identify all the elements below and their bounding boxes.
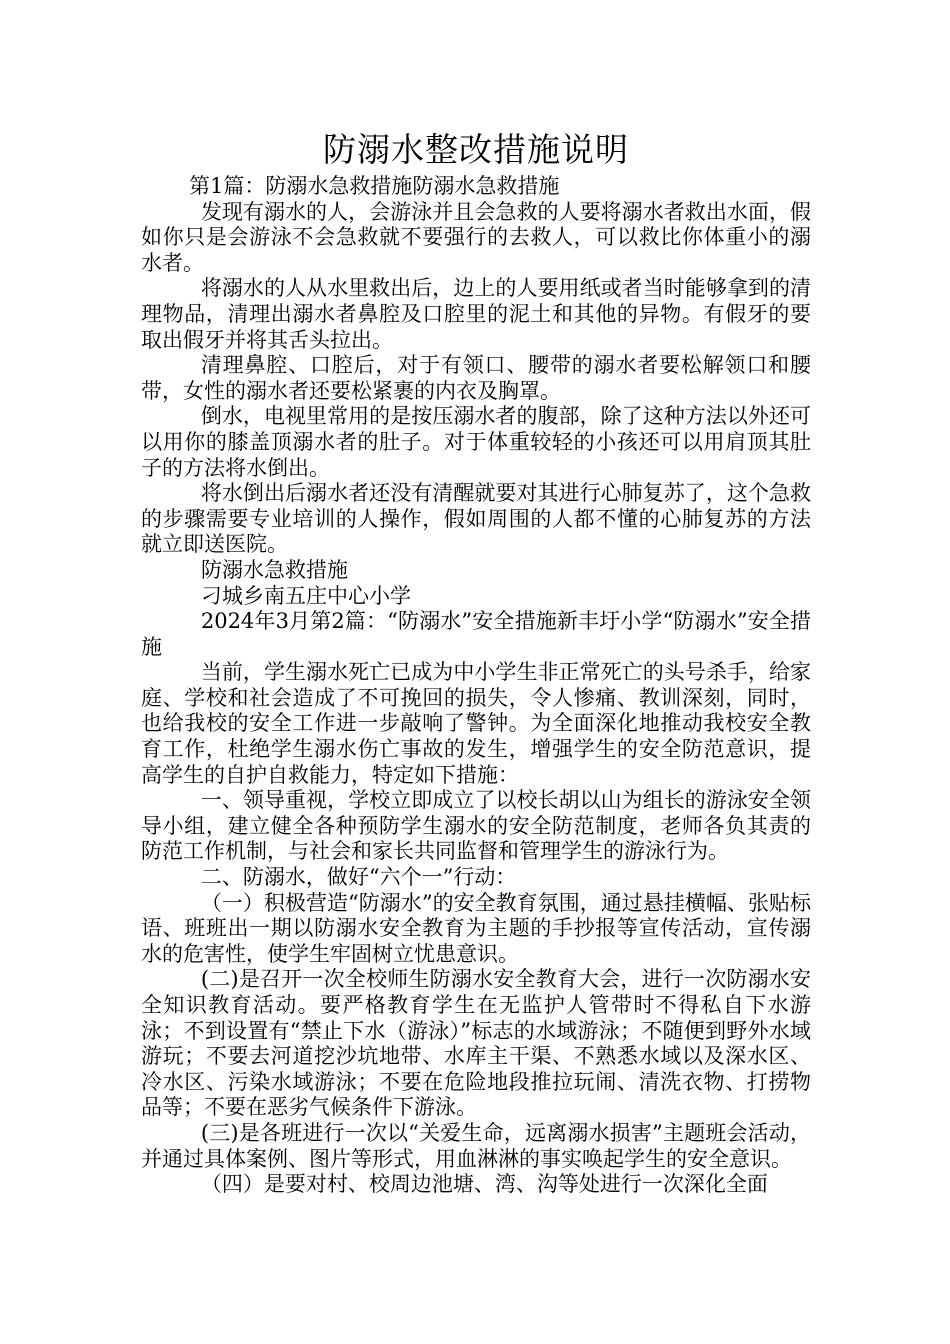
document-title: 防溺水整改措施说明 bbox=[323, 130, 629, 169]
paragraph: 清理鼻腔、口腔后，对于有领口、腰带的溺水者要松解领口和腰带，女性的溺水者还要松紧裹的内衣及胸罩。 bbox=[141, 353, 811, 403]
paragraph: 二、防溺水，做好“六个一”行动： bbox=[200, 865, 517, 890]
paragraph: (二)是召开一次全校师生防溺水安全教育大会，进行一次防溺水安全知识教育活动。要严格教育学生在无监护人管带时不得私自下水游泳；不到设置有“禁止下水（游泳）”标志的水域游泳；不随便到野外水域游玩；不要去河道挖沙坑地带、水库主干渠、不熟悉水域以及深水区、冷水区、污染水域游泳；不要在危险地段推拉玩闹、清洗衣物、打捞物品等；不要在恶劣气候条件下游泳。 bbox=[141, 967, 811, 1120]
paragraph: （四）是要对村、校周边池塘、湾、沟等处进行一次深化全面 bbox=[200, 1172, 768, 1197]
signature-title: 防溺水急救措施 bbox=[201, 557, 348, 582]
paragraph: 当前，学生溺水死亡已成为中小学生非正常死亡的头号杀手，给家庭、学校和社会造成了不可挽回的损失，令人惨痛、教训深刻，同时，也给我校的安全工作进一步敲响了警钟。为全面深化地推动我校安全教育工作，杜绝学生溺水伤亡事故的发生，增强学生的安全防范意识，提高学生的自护自救能力，特定如下措施： bbox=[141, 660, 811, 787]
paragraph: 倒水，电视里常用的是按压溺水者的腹部，除了这种方法以外还可以用你的膝盖顶溺水者的肚子。对于体重较轻的小孩还可以用肩顶其肚子的方法将水倒出。 bbox=[141, 404, 811, 480]
paragraph: 一、领导重视，学校立即成立了以校长胡以山为组长的游泳安全领导小组，建立健全各种预防学生溺水的安全防范制度，老师各负其责的防范工作机制，与社会和家长共同监督和管理学生的游泳行为。 bbox=[141, 788, 811, 864]
paragraph: 将水倒出后溺水者还没有清醒就要对其进行心肺复苏了，这个急救的步骤需要专业培训的人操作，假如周围的人都不懂的心肺复苏的方法就立即送医院。 bbox=[141, 481, 811, 557]
paragraph: (三)是各班进行一次以“关爱生命，远离溺水损害”主题班会活动，并通过具体案例、图片等形式，用血淋淋的事实唤起学生的安全意识。 bbox=[141, 1120, 811, 1171]
document-page bbox=[141, 128, 811, 1198]
section-heading-2: 2024年3月第2篇：“防溺水”安全措施新丰圩小学“防溺水”安全措施 bbox=[141, 609, 811, 659]
section-heading-1: 第1篇：防溺水急救措施防溺水急救措施 bbox=[189, 174, 560, 198]
paragraph: （一）积极营造“防溺水”的安全教育氛围，通过悬挂横幅、张贴标语、班班出一期以防溺水安全教育为主题的手抄报等宣传活动，宣传溺水的危害性，使学生牢固树立忧患意识。 bbox=[141, 890, 811, 966]
paragraph: 将溺水的人从水里救出后，边上的人要用纸或者当时能够拿到的清理物品，清理出溺水者鼻腔及口腔里的泥土和其他的异物。有假牙的要取出假牙并将其舌头拉出。 bbox=[141, 276, 811, 352]
school-name: 刁城乡南五庄中心小学 bbox=[201, 583, 411, 608]
paragraph: 发现有溺水的人，会游泳并且会急救的人要将溺水者救出水面，假如你只是会游泳不会急救就不要强行的去救人，可以救比你体重小的溺水者。 bbox=[141, 199, 811, 275]
